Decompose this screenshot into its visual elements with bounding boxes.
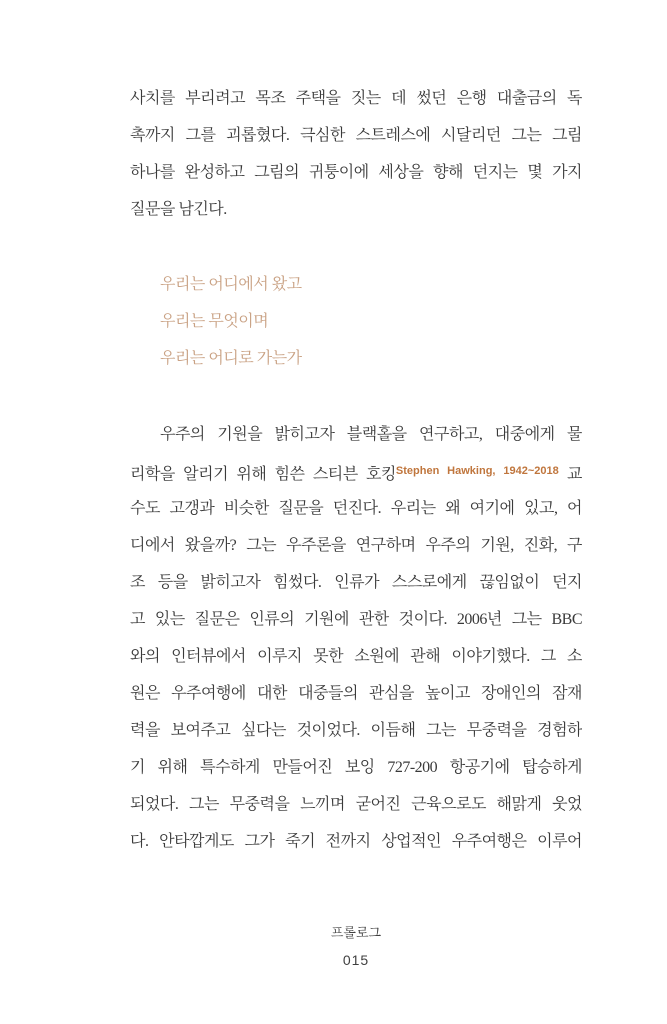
page-footer: [130, 924, 582, 969]
text-line: 력을 보여주고 싶다는 것이었다. 이듬해 그는 무중력을 경험하: [130, 722, 582, 739]
text-line: 고 있는 질문은 인류의 기원에 관한 것이다. 2006년 그는 BBC: [130, 611, 582, 628]
inline-annotation: Stephen Hawking, 1942~2018: [395, 465, 559, 477]
text-line: 수도 고갱과 비슷한 질문을 던진다. 우리는 왜 여기에 있고, 어: [130, 500, 582, 517]
text-line: 와의 인터뷰에서 이루지 못한 소원에 관해 이야기했다. 그 소: [130, 648, 582, 665]
text-line: 기 위해 특수하게 만들어진 보잉 727-200 항공기에 탑승하게: [130, 759, 582, 776]
text-line: 디에서 왔을까? 그는 우주론을 연구하며 우주의 기원, 진화, 구: [130, 537, 582, 554]
text-line: 사치를 부리려고 목조 주택을 짓는 데 썼던 은행 대출금의 독: [130, 90, 582, 107]
footer-section-label: 프롤로그: [330, 925, 382, 940]
text-line: 조 등을 밝히고자 힘썼다. 인류가 스스로에게 끊임없이 던지: [130, 574, 582, 591]
text-line: 우주의 기원을 밝히고자 블랙홀을 연구하고, 대중에게 물: [160, 426, 582, 443]
text-line: 촉까지 그를 괴롭혔다. 극심한 스트레스에 시달리던 그는 그림: [130, 127, 582, 144]
quote-line: 우리는 어디로 가는가: [160, 350, 302, 367]
text-line: 원은 우주여행에 대한 대중들의 관심을 높이고 장애인의 잠재: [130, 685, 582, 702]
text-line: 하나를 완성하고 그림의 귀퉁이에 세상을 향해 던지는 몇 가지: [130, 164, 582, 181]
text-segment: 교: [567, 466, 582, 483]
text-line: 질문을 남긴다.: [130, 201, 227, 218]
quote-line: 우리는 무엇이며: [160, 313, 269, 330]
text-line-with-annotation: [130, 453, 582, 490]
pull-quote: [130, 266, 582, 377]
paragraph-main: [130, 416, 582, 860]
text-segment: 리학을 알리기 위해 힘쓴 스티븐 호킹: [130, 466, 396, 483]
text-line: 되었다. 그는 무중력을 느끼며 굳어진 근육으로도 해맑게 웃었: [130, 796, 582, 813]
text-line: 다. 안타깝게도 그가 죽기 전까지 상업적인 우주여행은 이루어: [130, 833, 582, 850]
quote-line: 우리는 어디에서 왔고: [160, 276, 302, 293]
footer-page-number: 015: [342, 952, 370, 968]
paragraph-top: [130, 80, 582, 228]
